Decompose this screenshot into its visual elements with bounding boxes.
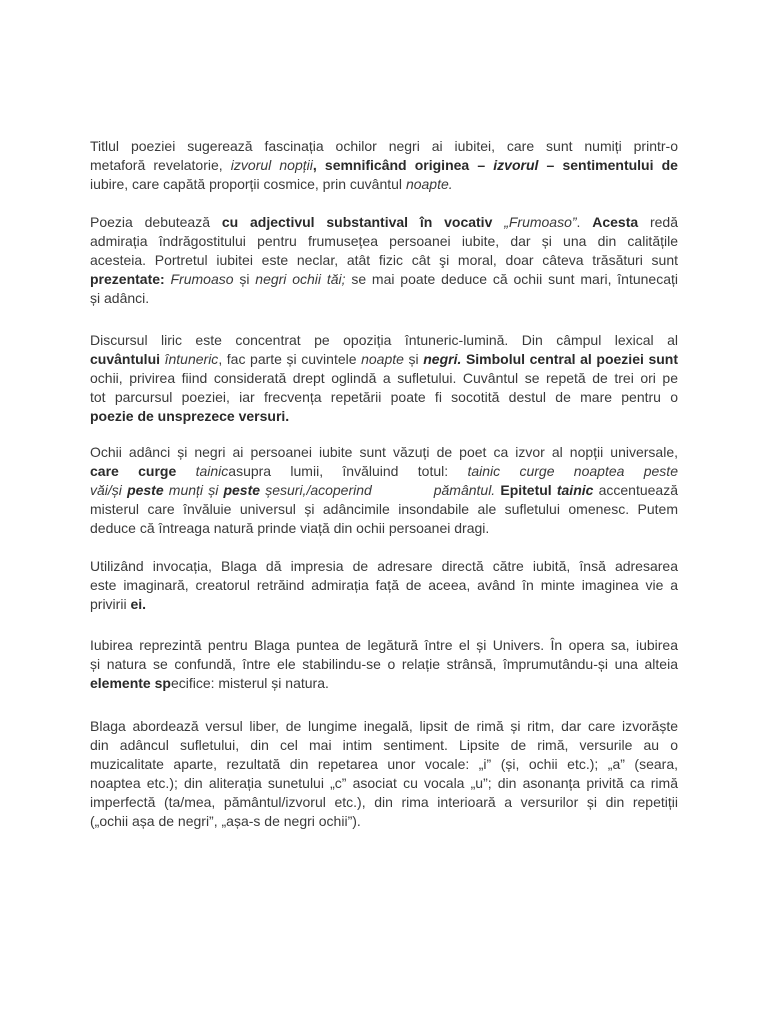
text-line — [90, 137, 678, 156]
text-line — [90, 717, 678, 736]
text-run: negri. — [423, 351, 462, 367]
text-run: Discursul liric este concentrat pe opoziția întuneric-lumină. Din câmpul lexical al — [90, 332, 678, 348]
text-run: noaptea etc.); din aliterația sunetului „c” asociat cu vocala „u”; din asonanța privită ca rimă — [90, 775, 678, 791]
text-run: Acesta — [592, 214, 639, 230]
text-run: acesteia. Portretul iubitei este neclar, atât fizic cât şi moral, doar câteva trăsături sunt — [90, 252, 678, 268]
text-run: Poezia debutează — [90, 214, 222, 230]
text-line — [90, 369, 678, 388]
text-run: Titlul poeziei sugerează fascinația ochilor negri ai iubitei, care sunt numiți printr-o — [90, 138, 678, 154]
text-run: cu adjectivul substantival în vocativ — [221, 214, 505, 230]
text-line — [90, 674, 678, 693]
text-run: misterul care învăluie universul și adâncimile insondabile ale sufletului omenesc. Putem — [90, 501, 678, 517]
text-run: asupra lumii, învăluind totul: — [228, 463, 468, 479]
text-run: văi/și — [90, 482, 128, 498]
text-line — [90, 388, 678, 407]
text-line — [90, 755, 678, 774]
text-run: și — [403, 351, 424, 367]
text-line — [90, 500, 678, 519]
text-run: tainic — [556, 482, 594, 498]
text-line — [90, 481, 678, 500]
paragraph-darkness-light — [90, 331, 678, 426]
paragraph-love-universe — [90, 636, 678, 693]
text-run: tainic — [195, 463, 229, 479]
text-run: deduce că întreaga natură prinde viață din ochii persoanei dragi. — [90, 520, 490, 536]
text-run: accentuează — [593, 482, 678, 498]
text-run: ecifice: misterul și natura. — [170, 675, 329, 691]
text-run: munți și — [163, 482, 224, 498]
text-run: („ochii așa de negri”, „așa-s de negri ochii”). — [90, 813, 361, 829]
paragraph-free-verse — [90, 717, 678, 831]
paragraph-title-analysis — [90, 137, 678, 194]
text-run: Iubirea reprezintă pentru Blaga puntea de legătură între el și Univers. În opera sa, iubirea — [90, 637, 678, 653]
text-run: Frumoaso — [170, 271, 234, 287]
text-run: „Frumoaso” — [504, 214, 577, 230]
text-run: metaforă revelatorie, — [90, 157, 231, 173]
text-run: este imaginară, creatorul retrăind admirația față de aceea, având în minte imaginea vie a — [90, 577, 678, 593]
text-line — [90, 636, 678, 655]
text-run: ei. — [130, 596, 147, 612]
text-line — [90, 736, 678, 755]
text-run: ochii, privirea fiind considerată drept oglindă a sufletului. Cuvântul se repetă de trei ori pe — [90, 370, 678, 386]
text-line — [90, 232, 678, 251]
text-line — [90, 812, 678, 831]
text-line — [90, 213, 678, 232]
text-run: peste — [127, 482, 164, 498]
text-run: izvorul nopții — [230, 157, 313, 173]
text-run: și natura se confundă, între ele stabilindu-se o relație strânsă, împrumutându-și una alteia — [90, 656, 678, 672]
text-run: tot parcursul poeziei, iar frecvența repetării poate fi socotită destul de mare pentru o — [90, 389, 678, 405]
text-run: se mai poate deduce că ochii sunt mari, întunecați — [345, 271, 679, 287]
text-line — [90, 251, 678, 270]
text-run: redă — [638, 214, 679, 230]
text-run: noapte — [361, 351, 404, 367]
text-line — [90, 331, 678, 350]
text-run: Blaga abordează versul liber, de lungime inegală, lipsit de rimă și ritm, dar care izvorăște — [90, 718, 678, 734]
text-line — [90, 462, 678, 481]
text-run: Ochii adânci și negri ai persoanei iubite sunt văzuți de poet ca izvor al nopții universale, — [90, 444, 678, 460]
text-run: izvorul — [493, 157, 539, 173]
text-run: , semnificând originea – — [312, 157, 494, 173]
text-line — [90, 270, 678, 289]
text-line — [90, 519, 678, 538]
text-line — [90, 774, 678, 793]
text-line — [90, 443, 678, 462]
text-run: Epitetul — [495, 482, 557, 498]
paragraph-invocation — [90, 557, 678, 614]
text-run: tainic curge noaptea peste — [467, 463, 678, 479]
text-run: din adâncul sufletului, din cel mai intim sentiment. Lipsite de rimă, versurile au o — [90, 737, 678, 753]
text-run: noapte. — [405, 176, 453, 192]
text-run: iubire, care capătă proporții cosmice, prin cuvântul — [90, 176, 406, 192]
text-line — [90, 595, 678, 614]
text-run: elemente sp — [90, 675, 171, 691]
paragraph-eyes-source — [90, 443, 678, 538]
text-run: poezie de unsprezece versuri. — [90, 408, 290, 424]
text-run: , fac parte și cuvintele — [218, 351, 362, 367]
paragraph-poem-opening — [90, 213, 678, 308]
text-line — [90, 407, 678, 426]
text-run: negri ochii tăi; — [255, 271, 346, 287]
text-run: Simbolul central al poeziei sunt — [461, 351, 679, 367]
text-run: admirația îndrăgostitului pentru frumusețea persoanei iubite, dar și una din calitățile — [90, 233, 678, 249]
text-line — [90, 289, 678, 308]
text-run: întuneric — [164, 351, 219, 367]
text-run: . — [576, 214, 593, 230]
text-run: șesuri,/acoperind pământul. — [260, 482, 496, 498]
text-run: și adânci. — [90, 290, 150, 306]
text-line — [90, 793, 678, 812]
text-line — [90, 655, 678, 674]
text-run: care curge — [90, 463, 196, 479]
text-run: și — [233, 271, 256, 287]
text-line — [90, 156, 678, 175]
text-run: Utilizând invocația, Blaga dă impresia de adresare directă către iubită, însă adresarea — [90, 558, 678, 574]
text-line — [90, 576, 678, 595]
text-run: peste — [223, 482, 261, 498]
text-run: muzicalitate aparte, rezultată din repetarea unor vocale: „i” (și, ochii etc.); „a” (seara, — [90, 756, 678, 772]
text-run: privirii — [90, 596, 131, 612]
text-run: cuvântului — [90, 351, 165, 367]
text-run: – sentimentului de — [538, 157, 678, 173]
text-line — [90, 557, 678, 576]
text-line — [90, 175, 678, 194]
text-run: imperfectă (ta/mea, pământul/izvorul etc.), din rima interioară a versurilor și din repetiții — [90, 794, 678, 810]
text-run: prezentate: — [90, 271, 171, 287]
text-line — [90, 350, 678, 369]
